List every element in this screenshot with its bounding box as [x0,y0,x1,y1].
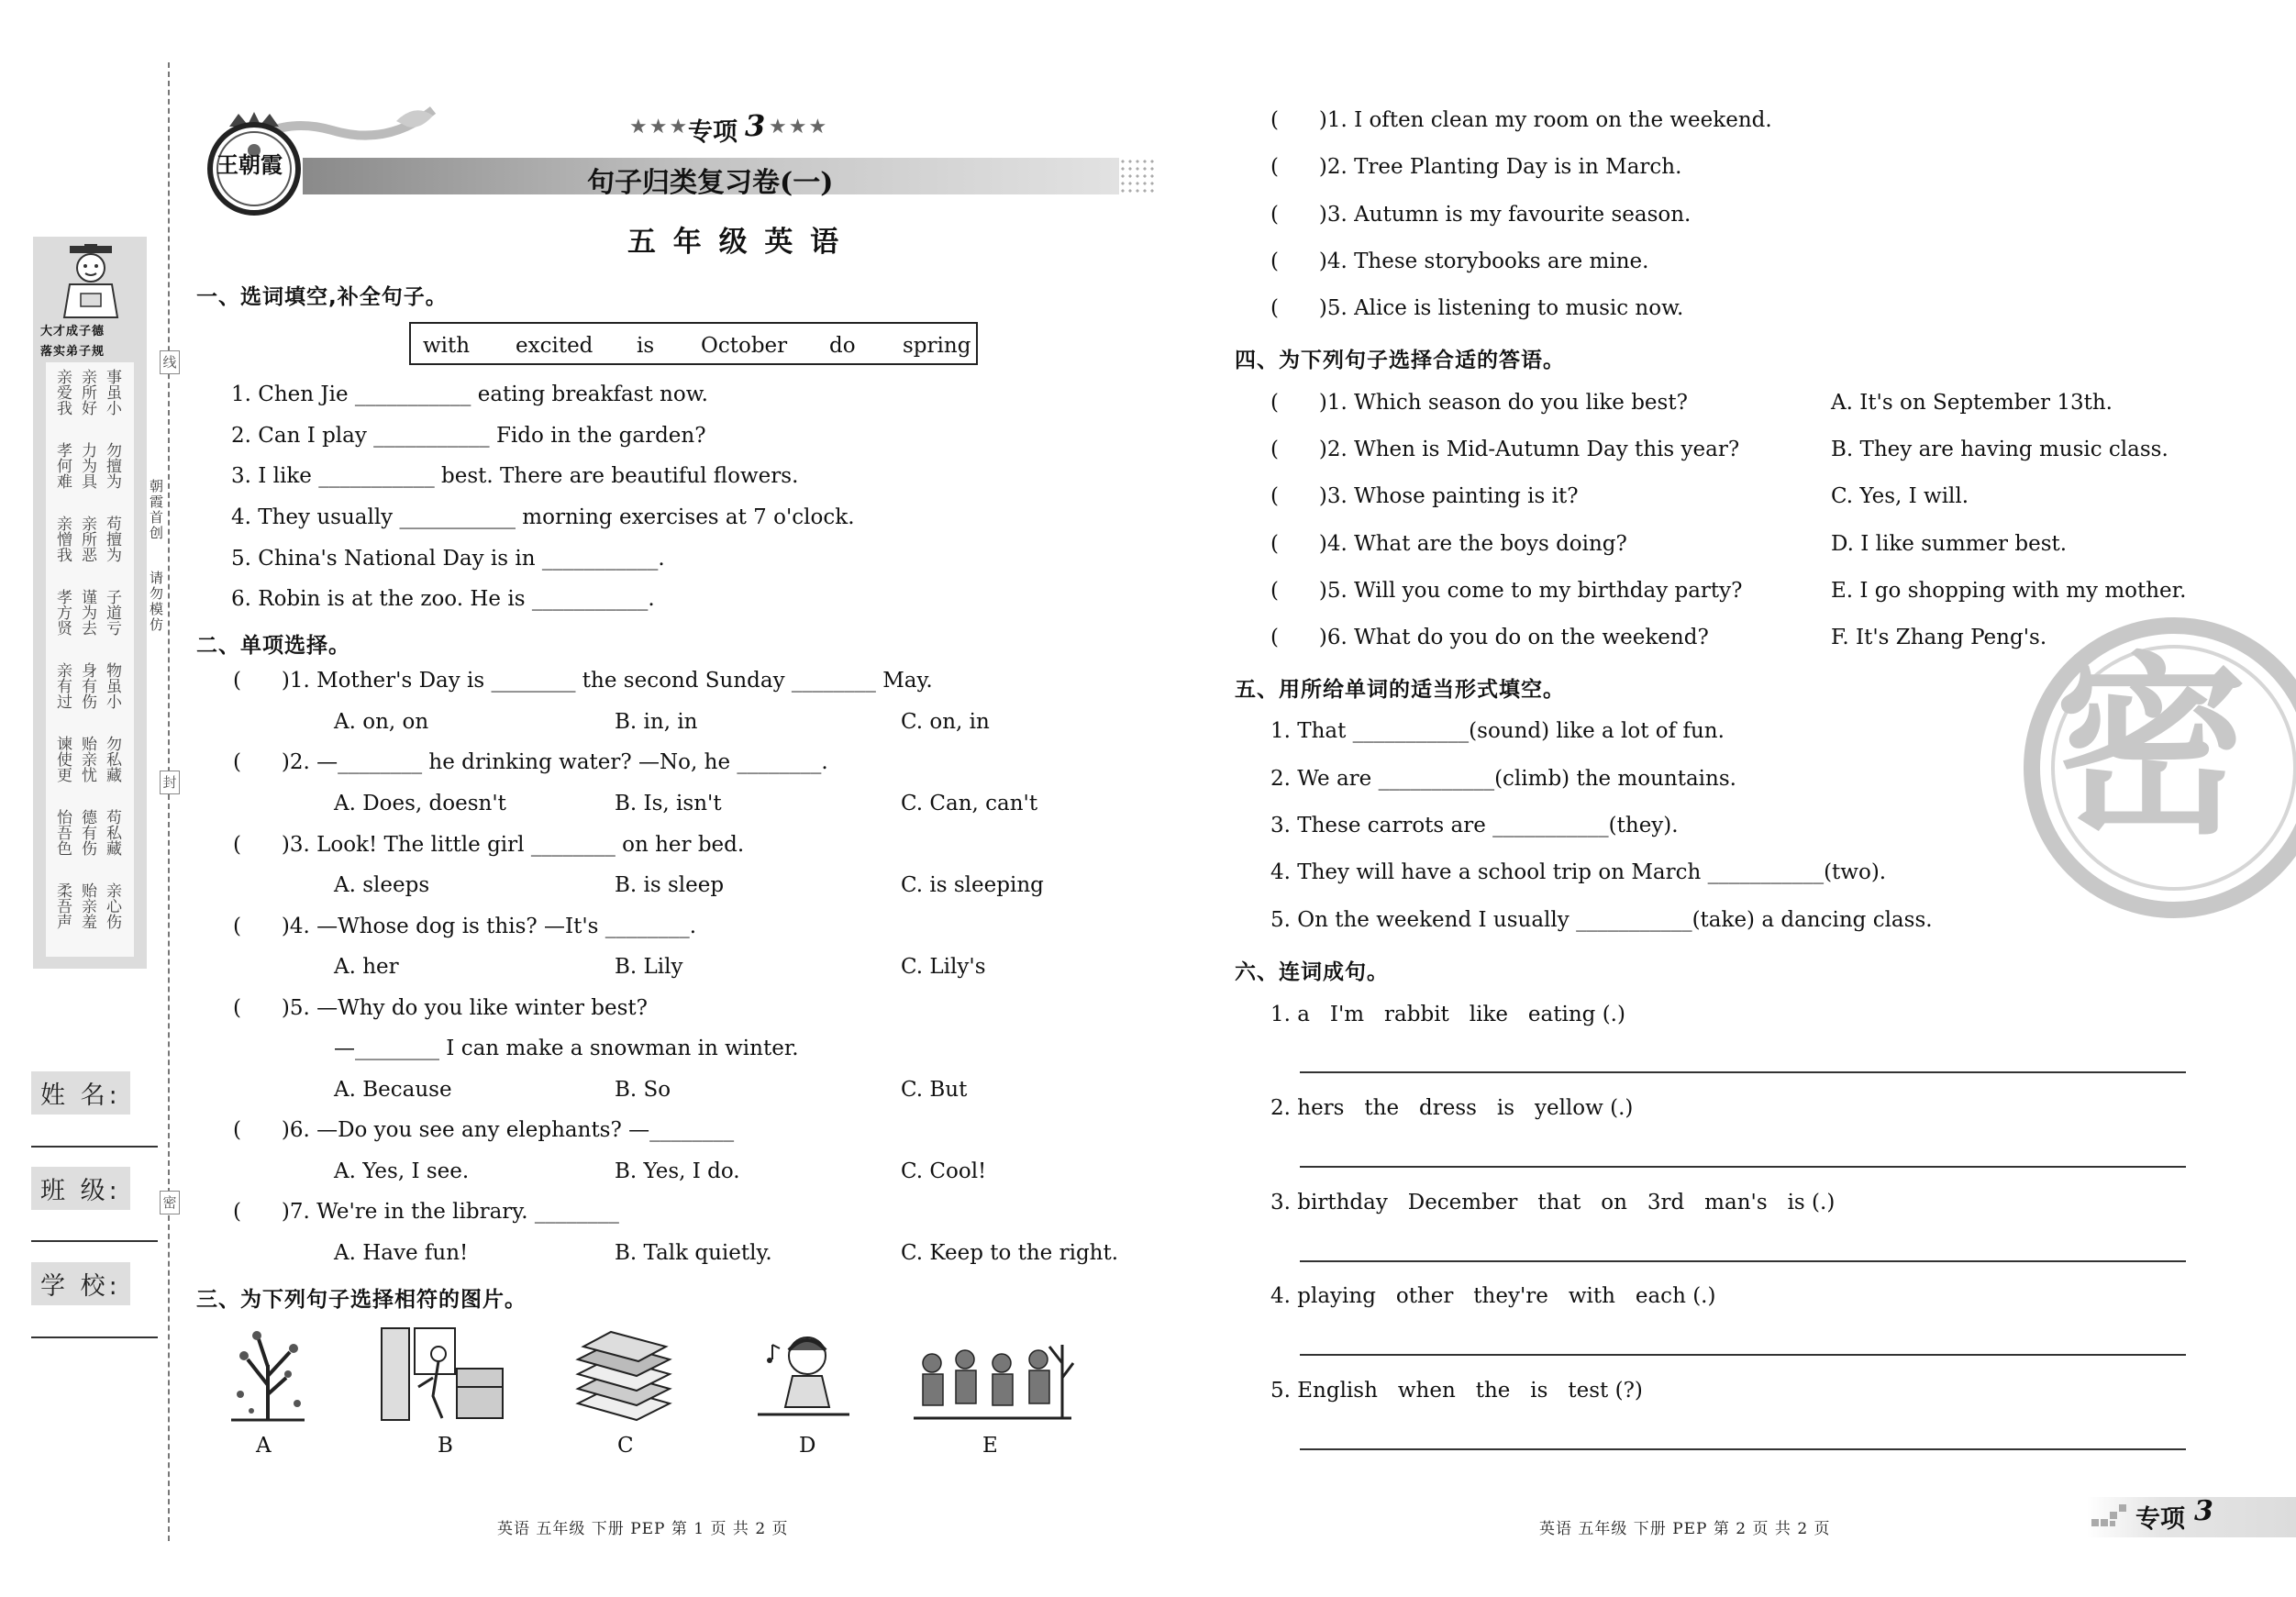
page-subtitle: 句子归类复习卷(一) [587,167,834,199]
s4-answer-d: D. I like summer best. [1831,532,2068,556]
s4-question-2[interactable]: ( )2. When is Mid-Autumn Day this year? [1270,438,1740,461]
motto-head-1: 大才成子德 [40,325,105,338]
s2-option-c[interactable]: C. Cool! [901,1159,987,1183]
motto-column: 贻亲羞 [78,882,96,929]
series-number: 3 [745,108,766,143]
motto-column: 勿私藏 [103,736,121,782]
name-label: 姓 名: [31,1071,130,1115]
s5-question-5[interactable]: 5. On the weekend I usually ___________(take) a dancing class. [1270,908,1933,932]
s4-answer-f: F. It's Zhang Peng's. [1831,626,2047,649]
word-bank-word: excited [516,334,593,358]
s3-question-3[interactable]: ( )3. Autumn is my favourite season. [1270,203,1691,227]
section4-title: 四、为下列句子选择合适的答语。 [1235,349,1565,372]
footer-left: 英语 五年级 下册 PEP 第 1 页 共 2 页 [497,1520,789,1538]
s5-question-4[interactable]: 4. They will have a school trip on March ___________(two). [1270,860,1887,884]
s2-question-7[interactable]: ( )7. We're in the library. ________ [233,1200,619,1224]
motto-column: 亲憎我 [53,516,72,562]
s2-option-c[interactable]: C. Can, can't [901,792,1038,815]
s2-option-b[interactable]: B. Talk quietly. [615,1241,772,1265]
s2-option-b[interactable]: B. Is, isn't [615,792,722,815]
s2-option-c[interactable]: C. Keep to the right. [901,1241,1119,1265]
s6-answer-line-1[interactable] [1300,1071,2186,1073]
s2-option-c[interactable]: C. on, in [901,710,990,734]
stars-left: ★★★ [629,116,690,139]
s4-answer-a: A. It's on September 13th. [1831,391,2113,415]
motto-column: 勿擅为 [103,442,121,489]
s1-question-3[interactable]: 3. I like ___________ best. There are beautiful flowers. [231,464,799,488]
s6-question-5: 5. English when the is test (?) [1270,1379,1643,1403]
s3-question-2[interactable]: ( )2. Tree Planting Day is in March. [1270,155,1682,179]
motto-column: 孝何难 [53,442,72,489]
motto-column: 身有伤 [78,662,96,709]
seal-character: 密 [2055,636,2248,860]
s2-question-1[interactable]: ( )1. Mother's Day is ________ the second Sunday ________ May. [233,669,933,693]
s2-option-a[interactable]: A. her [334,955,399,979]
scholar-icon [57,244,125,321]
word-bank-word: do [829,334,856,358]
word-bank-word: is [637,334,655,358]
title-band-dots [1119,158,1156,194]
s2-option-b[interactable]: B. Yes, I do. [615,1159,740,1183]
s6-question-4: 4. playing other they're with each (.) [1270,1284,1716,1308]
s3-question-1[interactable]: ( )1. I often clean my room on the weekend. [1270,108,1772,132]
copyright-note-2: 请勿模仿 [148,571,164,633]
s3-question-5[interactable]: ( )5. Alice is listening to music now. [1270,296,1684,320]
series-label: 专项 [688,118,738,147]
s2-question-5[interactable]: ( )5. —Why do you like winter best? [233,996,648,1020]
s4-question-6[interactable]: ( )6. What do you do on the weekend? [1270,626,1709,649]
s2-option-a[interactable]: A. Yes, I see. [334,1159,470,1183]
girl-music-icon [752,1326,855,1422]
motto-column: 谏使更 [53,736,72,782]
s6-answer-line-2[interactable] [1300,1166,2186,1168]
class-label: 班 级: [31,1167,130,1210]
s4-question-3[interactable]: ( )3. Whose painting is it? [1270,484,1579,508]
picture-label-c: C [617,1434,634,1458]
book-stack-icon [572,1330,675,1425]
s2-option-a[interactable]: A. on, on [334,710,429,734]
s1-question-6[interactable]: 6. Robin is at the zoo. He is ___________. [231,587,655,611]
section1-title: 一、选词填空,补全句子。 [196,285,448,309]
footer-right: 英语 五年级 下册 PEP 第 2 页 共 2 页 [1539,1520,1831,1538]
s4-answer-c: C. Yes, I will. [1831,484,1969,508]
s2-question-2[interactable]: ( )2. —________ he drinking water? —No, he ________. [233,750,828,774]
motto-column: 苟私藏 [103,809,121,856]
s2-option-a[interactable]: A. Does, doesn't [334,792,506,815]
s3-question-4[interactable]: ( )4. These storybooks are mine. [1270,250,1649,273]
s2-option-b[interactable]: B. is sleep [615,873,725,897]
section2-title: 二、单项选择。 [196,634,350,658]
s2-question-4[interactable]: ( )4. —Whose dog is this? —It's ________. [233,915,697,938]
stars-right: ★★★ [769,116,829,139]
picture-label-b: B [438,1434,453,1458]
motto-column: 怡吾色 [53,809,72,856]
s2-option-c[interactable]: C. is sleeping [901,873,1044,897]
name-field[interactable] [31,1146,158,1148]
s6-answer-line-4[interactable] [1300,1354,2186,1356]
motto-column: 德有伤 [78,809,96,856]
s2-option-a[interactable]: A. sleeps [334,873,430,897]
motto-column: 亲所恶 [78,516,96,562]
grade-title: 五 年 级 英 语 [627,226,843,259]
s2-option-b[interactable]: B. So [615,1078,671,1102]
s1-question-1[interactable]: 1. Chen Jie ___________ eating breakfast now. [231,383,708,406]
s2-option-c[interactable]: C. Lily's [901,955,986,979]
s5-question-2[interactable]: 2. We are ___________(climb) the mountains. [1270,767,1736,791]
motto-column: 亲有过 [53,662,72,709]
word-bank-word: with [423,334,471,358]
class-field[interactable] [31,1240,158,1242]
section5-title: 五、用所给单词的适当形式填空。 [1235,678,1565,702]
s6-answer-line-5[interactable] [1300,1448,2186,1450]
motto-column: 子道亏 [103,589,121,636]
s1-question-5[interactable]: 5. China's National Day is in ___________. [231,547,665,571]
word-bank-box [409,322,978,365]
s4-question-1[interactable]: ( )1. Which season do you like best? [1270,391,1688,415]
s5-question-1[interactable]: 1. That ___________(sound) like a lot of fun. [1270,719,1725,743]
school-field[interactable] [31,1336,158,1338]
s2-option-a[interactable]: A. Because [334,1078,452,1102]
clean-room-icon [378,1323,506,1425]
motto-column: 贻亲忧 [78,736,96,782]
s2-option-c[interactable]: C. But [901,1078,968,1102]
motto-column: 事虽小 [103,369,121,416]
s6-question-3: 3. birthday December that on 3rd man's is (.) [1270,1191,1836,1214]
picture-label-a: A [256,1434,272,1458]
s1-question-4[interactable]: 4. They usually ___________ morning exercises at 7 o'clock. [231,505,855,529]
section6-title: 六、连词成句。 [1235,960,1389,984]
tab-label: 专项 [2135,1505,2185,1534]
s2-option-a[interactable]: A. Have fun! [334,1241,469,1265]
s2-option-b[interactable]: B. in, in [615,710,698,734]
s1-question-2[interactable]: 2. Can I play ___________ Fido in the garden? [231,424,706,448]
s4-answer-e: E. I go shopping with my mother. [1831,579,2187,603]
s2-question-5-line2[interactable]: —________ I can make a snowman in winter. [334,1037,799,1060]
cut-mark-secret: 密 [160,1191,180,1214]
motto-column: 亲心伤 [103,882,121,929]
motto-column: 物虽小 [103,662,121,709]
autumn-tree-icon [222,1321,314,1424]
s5-question-3[interactable]: 3. These carrots are ___________(they). [1270,814,1679,837]
motto-column: 孝方贤 [53,589,72,636]
word-bank-word: October [701,334,788,358]
motto-column: 亲爱我 [53,369,72,416]
s4-answer-b: B. They are having music class. [1831,438,2168,461]
s6-question-2: 2. hers the dress is yellow (.) [1270,1096,1634,1120]
copyright-note-1: 朝霞首创 [148,479,164,541]
binding-cut-line [168,62,170,1541]
logo-text: 王朝霞 [216,151,283,178]
picture-label-e: E [982,1434,998,1458]
s6-answer-line-3[interactable] [1300,1260,2186,1262]
cut-mark-line: 线 [160,350,180,374]
s2-question-3[interactable]: ( )3. Look! The little girl ________ on her bed. [233,833,745,857]
tree-planting-icon [910,1326,1075,1425]
motto-column: 柔吾声 [53,882,72,929]
motto-column: 亲所好 [78,369,96,416]
motto-head-2: 落实弟子规 [40,345,105,359]
s2-question-6[interactable]: ( )6. —Do you see any elephants? —________ [233,1118,735,1142]
motto-column: 苟擅为 [103,516,121,562]
picture-label-d: D [799,1434,816,1458]
s4-question-5[interactable]: ( )5. Will you come to my birthday party? [1270,579,1743,603]
tab-number: 3 [2194,1495,2213,1527]
s4-question-4[interactable]: ( )4. What are the boys doing? [1270,532,1627,556]
tab-dots-icon [2091,1504,2128,1530]
section3-title: 三、为下列句子选择相符的图片。 [196,1288,527,1312]
s2-option-b[interactable]: B. Lily [615,955,683,979]
s6-question-1: 1. a I'm rabbit like eating (.) [1270,1003,1625,1026]
word-bank-word: spring [903,334,971,358]
cut-mark-seal: 封 [160,771,180,794]
school-label: 学 校: [31,1262,130,1305]
motto-column: 谨为去 [78,589,96,636]
motto-column: 力为具 [78,442,96,489]
